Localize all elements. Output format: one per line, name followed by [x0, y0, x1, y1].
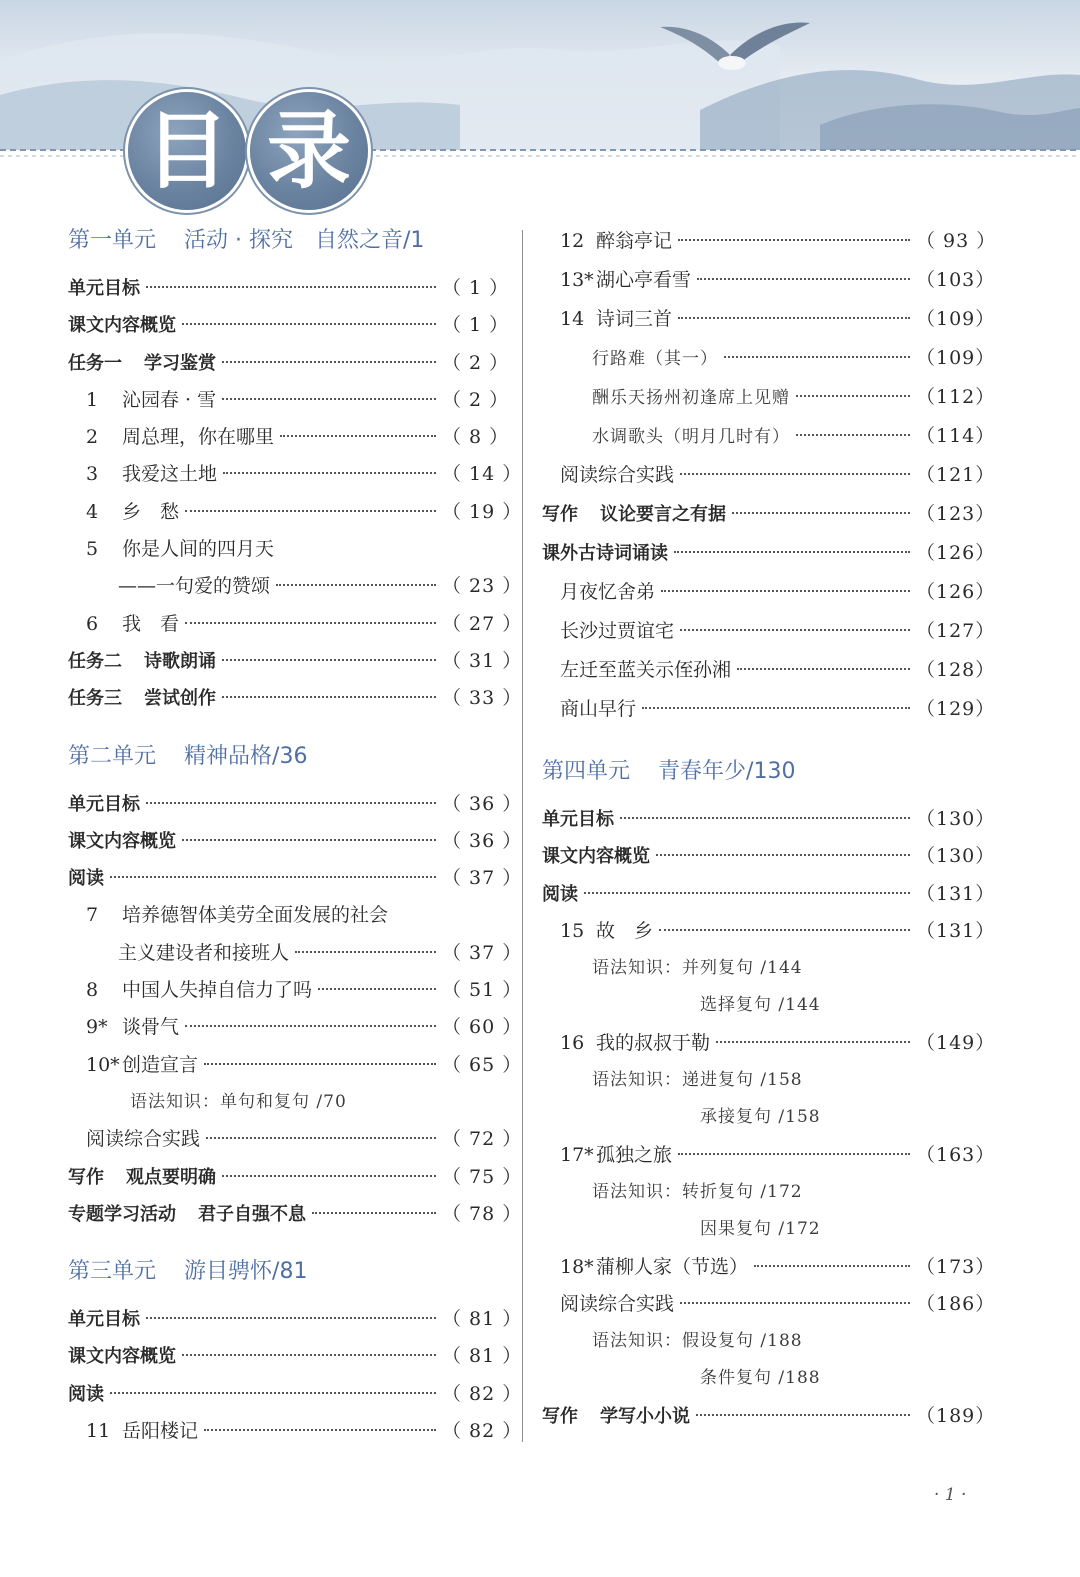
dot-leader — [182, 1354, 436, 1356]
entry-title: 单元目标 — [542, 809, 614, 830]
toc-entry-row[interactable] — [542, 1137, 996, 1174]
toc-entry-row[interactable] — [542, 339, 996, 378]
lesson-number: 14 — [560, 308, 585, 330]
entry-title: 谈骨气 — [122, 1016, 180, 1039]
entry-title: 课外古诗词诵读 — [542, 543, 668, 564]
lesson-number: 5 — [86, 538, 99, 561]
page-reference: （128） — [916, 659, 996, 681]
toc-entry-row[interactable] — [68, 972, 523, 1009]
entry-title: 条件复句 /188 — [700, 1368, 821, 1389]
page-number: · 1 · — [934, 1485, 967, 1505]
unit-heading[interactable] — [68, 1253, 500, 1291]
entry-title: 语法知识：单句和复句 /70 — [130, 1091, 347, 1112]
toc-section-row[interactable] — [542, 495, 996, 534]
dot-leader — [204, 1429, 436, 1431]
unit-start-page: /130 — [746, 759, 796, 784]
page-reference: （103） — [916, 269, 996, 291]
page-reference: （ 27 ） — [442, 612, 523, 635]
entry-title: 乡 愁 — [122, 500, 180, 523]
page-reference: （129） — [916, 698, 996, 720]
toc-right-column — [542, 222, 997, 1435]
lesson-number: 17* — [560, 1143, 594, 1166]
page-reference: （126） — [916, 542, 996, 564]
dot-leader — [295, 951, 436, 953]
entry-title: 阅读 — [542, 883, 578, 905]
toc-entry-row[interactable] — [68, 1047, 523, 1084]
entry-title: 醉翁亭记 — [596, 230, 673, 252]
page-reference: （126） — [916, 581, 996, 603]
toc-section-row[interactable] — [68, 1301, 523, 1338]
dot-leader — [678, 1153, 910, 1155]
toc-entry-row[interactable] — [542, 417, 996, 456]
page-reference: （ 51 ） — [442, 979, 523, 1002]
dot-leader — [185, 622, 436, 624]
entry-title: 月夜忆舍弟 — [560, 581, 656, 603]
page-reference: （ 37 ） — [442, 867, 523, 890]
dot-leader — [754, 1265, 910, 1267]
dot-leader — [642, 707, 910, 709]
toc-entry-row[interactable] — [68, 606, 523, 643]
page-reference: （112） — [916, 386, 996, 408]
dot-leader — [697, 278, 910, 280]
toc-entry-row[interactable] — [68, 382, 510, 419]
dot-leader — [659, 929, 910, 931]
page-reference: （109） — [916, 347, 996, 369]
page-reference: （ 36 ） — [442, 792, 523, 815]
toc-section-row[interactable] — [68, 345, 510, 382]
unit-start-page: /81 — [272, 1259, 308, 1285]
toc-entry-row[interactable] — [542, 378, 996, 417]
toc-entry-row[interactable] — [542, 913, 996, 950]
page-reference: （ 33 ） — [442, 687, 523, 710]
entry-subtitle: 学写小小说 — [600, 1405, 690, 1427]
entry-title: 任务一 — [68, 352, 122, 374]
toc-section-row[interactable] — [68, 823, 523, 860]
entry-title: 中国人失掉自信力了吗 — [122, 979, 313, 1002]
toc-entry-row[interactable] — [542, 1025, 996, 1062]
page-reference: （ 37 ） — [442, 941, 523, 964]
entry-title: 行路难（其一） — [592, 349, 718, 369]
lesson-number: 12 — [560, 230, 585, 252]
dot-leader — [661, 590, 910, 592]
toc-section-row[interactable] — [68, 1376, 523, 1413]
dot-leader — [146, 802, 436, 804]
dot-leader — [680, 629, 910, 631]
unit-theme: 精神品格 — [184, 743, 273, 769]
entry-subtitle: 观点要明确 — [126, 1166, 216, 1188]
dot-leader — [222, 361, 436, 363]
toc-entry-row[interactable] — [68, 897, 500, 934]
dot-leader — [222, 659, 436, 661]
lesson-number: 4 — [86, 500, 99, 523]
toc-entry-row[interactable] — [68, 568, 523, 605]
page-reference: （ 60 ） — [442, 1016, 523, 1039]
column-divider — [522, 230, 523, 1442]
dot-leader — [276, 584, 436, 586]
entry-title: 写作 — [68, 1166, 104, 1188]
title-character-1: 目 — [128, 92, 246, 210]
unit-heading[interactable] — [542, 753, 974, 791]
page-reference: （ 72 ） — [442, 1128, 523, 1151]
toc-section-row[interactable] — [68, 786, 523, 823]
toc-entry-row[interactable] — [542, 1174, 974, 1211]
dot-leader — [656, 854, 910, 856]
entry-title: 周总理，你在哪里 — [122, 426, 275, 449]
toc-entry-row[interactable] — [542, 222, 997, 261]
page-reference: （123） — [916, 503, 996, 525]
entry-title: 写作 — [542, 504, 578, 525]
dot-leader — [222, 398, 436, 400]
dot-leader — [146, 286, 436, 288]
lesson-number: 18* — [560, 1255, 594, 1278]
dot-leader — [696, 1414, 910, 1416]
title-character-2: 录 — [250, 92, 368, 210]
dot-leader — [318, 988, 436, 990]
entry-title: 任务三 — [68, 688, 122, 710]
page-reference: （ 1 ） — [442, 277, 510, 299]
toc-entry-row[interactable] — [542, 651, 996, 690]
entry-subtitle: 诗歌朗诵 — [144, 650, 216, 672]
entry-title: 孤独之旅 — [596, 1143, 673, 1166]
toc-entry-row[interactable] — [542, 612, 996, 651]
entry-title: 因果复句 /172 — [700, 1219, 821, 1240]
page-reference: （ 78 ） — [442, 1202, 523, 1225]
entry-title: 任务二 — [68, 650, 122, 672]
page-reference: （173） — [916, 1255, 996, 1278]
toc-entry-row[interactable] — [68, 1121, 523, 1158]
dot-leader — [680, 473, 910, 475]
dot-leader — [204, 1063, 436, 1065]
lesson-number: 2 — [86, 426, 99, 449]
entry-title: 专题学习活动 — [68, 1203, 176, 1225]
toc-entry-row[interactable] — [68, 1084, 500, 1121]
lesson-number: 15 — [560, 919, 585, 942]
unit-start-page: /36 — [272, 743, 308, 769]
unit-heading[interactable] — [68, 738, 500, 776]
page-reference: （ 36 ） — [442, 829, 523, 852]
toc-section-row[interactable] — [68, 1196, 523, 1233]
page-reference: （ 8 ） — [442, 426, 510, 449]
entry-title: 蒲柳人家（节选） — [596, 1255, 749, 1278]
lesson-number: 8 — [86, 979, 99, 1002]
dot-leader — [185, 510, 436, 512]
toc-entry-row[interactable] — [542, 1360, 974, 1397]
toc-entry-row[interactable] — [68, 419, 510, 456]
entry-title: 岳阳楼记 — [122, 1420, 199, 1443]
toc-entry-row[interactable] — [542, 1323, 974, 1360]
lesson-number: 10* — [86, 1053, 120, 1076]
unit-name: 第二单元 — [68, 743, 157, 769]
dot-leader — [674, 551, 910, 553]
page-reference: （ 2 ） — [442, 388, 510, 411]
lesson-number: 7 — [86, 904, 99, 927]
dot-leader — [146, 1317, 436, 1319]
entry-title: 课文内容概览 — [68, 1346, 176, 1368]
page-reference: （ 14 ） — [442, 463, 523, 486]
dot-leader — [206, 1137, 436, 1139]
continued-entries — [542, 222, 997, 729]
dot-leader — [280, 435, 436, 437]
toc-entry-row[interactable] — [542, 573, 996, 612]
entry-title: 单元目标 — [68, 1309, 140, 1331]
page-reference: （ 31 ） — [442, 649, 523, 672]
page-reference: （ 23 ） — [442, 575, 523, 598]
entry-title: 写作 — [542, 1405, 578, 1427]
toc-entry-row[interactable] — [542, 1062, 974, 1099]
page-reference: （163） — [916, 1143, 996, 1166]
toc-section-row[interactable] — [68, 1159, 523, 1196]
unit-start-page: /1 — [403, 228, 425, 253]
page-reference: （ 81 ） — [442, 1345, 523, 1368]
toc-section-row[interactable] — [68, 270, 510, 307]
page-reference: （ 2 ） — [442, 351, 510, 374]
entry-title: 培养德智体美劳全面发展的社会 — [122, 904, 389, 927]
dot-leader — [584, 892, 910, 894]
dot-leader — [796, 395, 910, 397]
dot-leader — [678, 239, 910, 241]
toc-section-row[interactable] — [542, 801, 996, 838]
entry-title: 湖心亭看雪 — [596, 269, 692, 291]
toc-entry-row[interactable] — [542, 456, 996, 495]
entry-title: 课文内容概览 — [68, 315, 176, 337]
entry-title: 语法知识：假设复句 /188 — [592, 1331, 803, 1352]
entry-subtitle: 学习鉴赏 — [144, 352, 216, 374]
entry-title: 主义建设者和接班人 — [118, 941, 290, 964]
lesson-number: 16 — [560, 1031, 585, 1054]
page-reference: （ 75 ） — [442, 1165, 523, 1188]
toc-section-row[interactable] — [68, 307, 510, 344]
unit-theme: 青春年少 — [658, 759, 747, 784]
page-reference: （127） — [916, 620, 996, 642]
toc-entry-row[interactable] — [542, 987, 974, 1024]
toc-entry-row[interactable] — [68, 935, 523, 972]
toc-section-row[interactable] — [68, 680, 523, 717]
dot-leader — [182, 323, 436, 325]
entry-title: 单元目标 — [68, 793, 140, 815]
dot-leader — [620, 817, 910, 819]
lesson-number: 13* — [560, 269, 594, 291]
dot-leader — [312, 1212, 436, 1214]
page-reference: （189） — [916, 1404, 996, 1427]
page-reference: （ 93 ） — [916, 230, 997, 252]
entry-subtitle: 议论要言之有据 — [600, 504, 726, 525]
lesson-number: 3 — [86, 463, 99, 486]
page-reference: （ 82 ） — [442, 1420, 523, 1443]
entry-title: 创造宣言 — [122, 1053, 199, 1076]
lesson-number: 1 — [86, 388, 99, 411]
dot-leader — [182, 839, 436, 841]
page-reference: （149） — [916, 1031, 996, 1054]
entry-title: ——一句爱的赞颂 — [118, 575, 271, 598]
entry-title: 水调歌头（明月几时有） — [592, 427, 790, 447]
unit-theme: 游目骋怀 — [184, 1259, 273, 1285]
entry-title: 沁园春 · 雪 — [122, 388, 217, 411]
unit-block — [68, 222, 523, 718]
entry-title: 酬乐天扬州初逢席上见赠 — [592, 388, 790, 408]
toc-entry-row[interactable] — [542, 1211, 974, 1248]
unit-theme: 活动 · 探究 自然之音 — [184, 228, 403, 253]
unit-name: 第一单元 — [68, 228, 157, 253]
entry-title: 你是人间的四月天 — [122, 538, 275, 561]
page-reference: （ 65 ） — [442, 1053, 523, 1076]
entry-title: 阅读综合实践 — [560, 1292, 675, 1315]
dot-leader — [737, 668, 910, 670]
toc-left-column — [68, 222, 523, 1450]
toc-entry-row[interactable] — [542, 950, 974, 987]
lesson-number: 6 — [86, 612, 99, 635]
page-reference: （109） — [916, 308, 996, 330]
page-reference: （131） — [916, 919, 996, 942]
entry-title: 课文内容概览 — [68, 830, 176, 852]
entry-title: 长沙过贾谊宅 — [560, 620, 675, 642]
toc-section-row[interactable] — [542, 534, 996, 573]
entry-title: 阅读 — [68, 868, 104, 890]
toc-entry-row[interactable] — [68, 1009, 523, 1046]
dot-leader — [110, 1392, 436, 1394]
dot-leader — [185, 1025, 436, 1027]
unit-heading[interactable] — [68, 222, 500, 260]
unit-name: 第三单元 — [68, 1259, 157, 1285]
entry-title: 语法知识：并列复句 /144 — [592, 958, 803, 979]
dot-leader — [678, 317, 910, 319]
page-reference: （ 19 ） — [442, 500, 523, 523]
dot-leader — [680, 1302, 910, 1304]
toc-section-row[interactable] — [68, 643, 523, 680]
unit-block — [542, 753, 996, 1435]
entry-title: 语法知识：递进复句 /158 — [592, 1070, 803, 1091]
toc-section-row[interactable] — [68, 860, 523, 897]
entry-title: 我的叔叔于勒 — [596, 1031, 711, 1054]
entry-title: 商山早行 — [560, 698, 637, 720]
toc-section-row[interactable] — [542, 1398, 996, 1435]
entry-title: 阅读综合实践 — [86, 1128, 201, 1151]
page-reference: （ 82 ） — [442, 1382, 523, 1405]
lesson-number: 11 — [86, 1420, 111, 1443]
toc-entry-row[interactable] — [542, 1286, 996, 1323]
entry-title: 诗词三首 — [596, 308, 673, 330]
toc-entry-row[interactable] — [68, 1413, 523, 1450]
page-reference: （ 1 ） — [442, 314, 510, 337]
entry-title: 课文内容概览 — [542, 846, 650, 868]
entry-title: 阅读综合实践 — [560, 464, 675, 486]
toc-entry-row[interactable] — [68, 456, 523, 493]
page-reference: （186） — [916, 1292, 996, 1315]
page-reference: （114） — [916, 425, 996, 447]
toc-entry-row[interactable] — [68, 494, 523, 531]
entry-subtitle: 尝试创作 — [144, 688, 216, 710]
dot-leader — [732, 512, 910, 514]
toc-section-row[interactable] — [68, 1338, 523, 1375]
entry-title: 语法知识：转折复句 /172 — [592, 1181, 803, 1202]
toc-entry-row[interactable] — [542, 1249, 996, 1286]
entry-title: 左迁至蓝关示侄孙湘 — [560, 659, 732, 681]
page-reference: （131） — [916, 882, 996, 905]
toc-section-row[interactable] — [542, 838, 996, 875]
toc-entry-row[interactable] — [542, 690, 996, 729]
entry-title: 承接复句 /158 — [700, 1107, 821, 1128]
toc-entry-row[interactable] — [542, 1099, 974, 1136]
toc-entry-row[interactable] — [542, 300, 996, 339]
dot-leader — [724, 356, 910, 358]
dot-leader — [716, 1041, 910, 1043]
dot-leader — [223, 472, 436, 474]
unit-block — [68, 738, 523, 1234]
dot-leader — [796, 434, 910, 436]
page-reference: （130） — [916, 808, 996, 830]
toc-entry-row[interactable] — [68, 531, 500, 568]
entry-subtitle: 君子自强不息 — [198, 1203, 306, 1225]
page-reference: （121） — [916, 464, 996, 486]
entry-title: 我 看 — [122, 612, 180, 635]
dot-leader — [222, 1175, 436, 1177]
entry-title: 阅读 — [68, 1383, 104, 1405]
unit-name: 第四单元 — [542, 759, 631, 784]
entry-title: 故 乡 — [596, 919, 654, 942]
page-reference: （ 81 ） — [442, 1308, 523, 1331]
entry-title: 我爱这土地 — [122, 463, 218, 486]
toc-entry-row[interactable] — [542, 261, 996, 300]
entry-title: 选择复句 /144 — [700, 995, 821, 1016]
unit-block — [68, 1253, 523, 1450]
entry-title: 单元目标 — [68, 278, 140, 299]
dot-leader — [222, 696, 436, 698]
lesson-number: 9* — [86, 1016, 108, 1039]
page-reference: （130） — [916, 845, 996, 868]
toc-section-row[interactable] — [542, 876, 996, 913]
dot-leader — [110, 876, 436, 878]
